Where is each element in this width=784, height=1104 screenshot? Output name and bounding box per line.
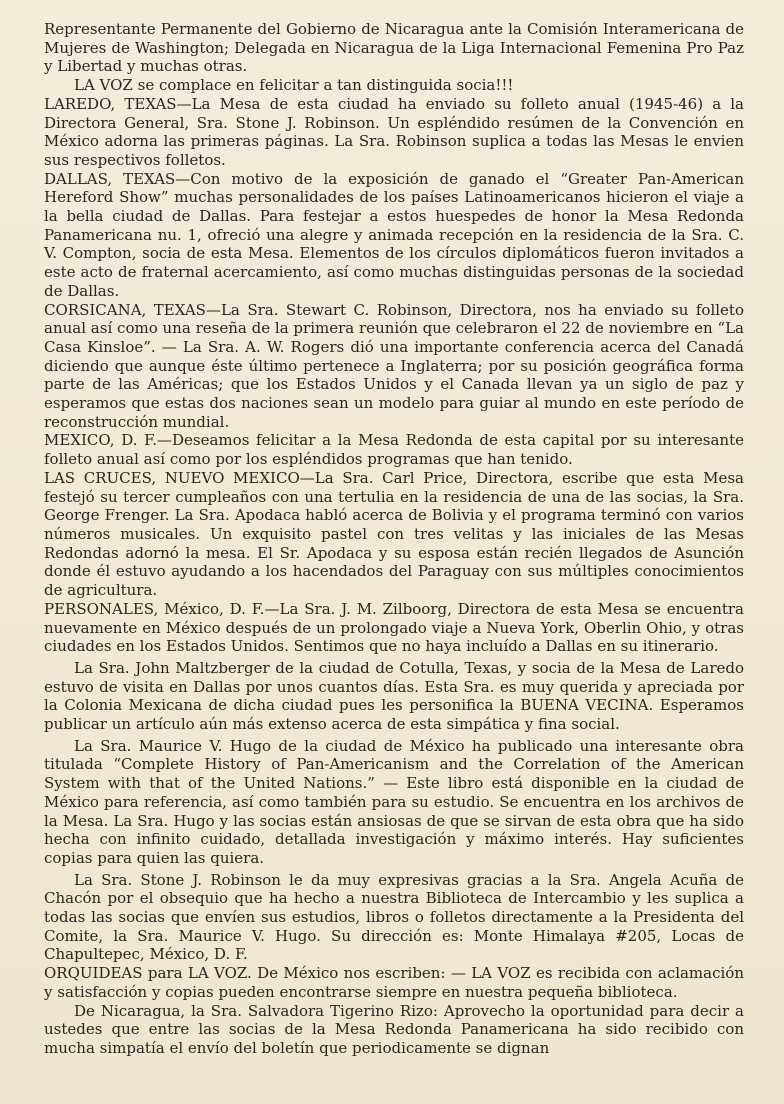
paragraph-corsicana-texas: CORSICANA, TEXAS—La Sra. Stewart C. Robinson, Directora, nos ha enviado su folleto anual así como una reseña de la primera reunión que celebraron el 22 de noviembre en “La Casa Kinsloe”. — La Sra. A. W. Rogers dió una importante conferencia acerca del Canadá diciendo que aunque éste último pertenece a Inglaterra; por su posición geográfica forma parte de las Américas; que los Estados Unidos y el Canada llevan ya un siglo de paz y esperamos que estas dos naciones sean un modelo para guiar al mundo en este período de reconstrucción mundial. bbox=[44, 300, 744, 431]
paragraph-laredo-texas: LAREDO, TEXAS—La Mesa de esta ciudad ha enviado su folleto anual (1945-46) a la Directora General, Sra. Stone J. Robinson. Un espléndido resúmen de la Convención en México adorna las primeras páginas. La Sra. Robinson suplica a todas las Mesas le envien sus respectivos folletos. bbox=[44, 94, 744, 169]
paragraph-las-cruces: LAS CRUCES, NUEVO MEXICO—La Sra. Carl Price, Directora, escribe que esta Mesa festejó su tercer cumpleaños con una tertulia en la residencia de una de las socias, la Sra. George Frenger. La Sra. Apodaca habló acerca de Bolivia y el programa terminó con varios números musicales. Un exquisito pastel con tres velitas y las iniciales de las Mesas Redondas adornó la mesa. El Sr. Apodaca y su esposa están recién llegados de Asunción donde él estuvo ayudando a los hacendados del Paraguay con sus múltiples conocimientos de agricultura. bbox=[44, 468, 744, 600]
paragraph-la-voz-congratulations: LA VOZ se complace en felicitar a tan distinguida socia!!! bbox=[74, 76, 514, 95]
paragraph-hugo-book: La Sra. Maurice V. Hugo de la ciudad de México ha publicado una interesante obra titulada “Complete History of Pan-Americanism and the Correlation of the American System with that of the United Nations.” — Este libro está disponible en la ciudad de México para referencia, así como también para su estudio. Se encuentra en los archivos de la Mesa. La Sra. Hugo y las socias están ansiosas de que se sirvan de esta obra que ha sido hecha con infinito cuidado, detallada investigación y máximo interés. Hay suficientes copias para quien las quiera. bbox=[44, 736, 744, 867]
paragraph-mexico-df: MEXICO, D. F.—Deseamos felicitar a la Mesa Redonda de esta capital por su interesante folleto anual así como por los espléndidos programas que han tenido. bbox=[44, 431, 744, 469]
paragraph-robinson-thanks: La Sra. Stone J. Robinson le da muy expresivas gracias a la Sra. Angela Acuña de Chacón por el obsequio que ha hecho a nuestra Biblioteca de Intercambio y les suplica a todas las socias que envíen sus estudios, libros o folletos directamente a la Presidenta del Comite, la Sra. Maurice V. Hugo. Su dirección es: Monte Himalaya #205, Locas de Chapultepec, México, D. F. bbox=[44, 870, 744, 964]
paragraph-nicaragua-letter: De Nicaragua, la Sra. Salvadora Tigerino Rizo: Aprovecho la oportunidad para decir a ustedes que entre las socias de la Mesa Redonda Panamericana ha sido recibido con mucha simpatía el envío del boletín que periodicamente se dignan bbox=[44, 1001, 744, 1057]
paragraph-maltzberger: La Sra. John Maltzberger de la ciudad de Cotulla, Texas, y socia de la Mesa de Laredo estuvo de visita en Dallas por unos cuantos días. Esta Sra. es muy querida y apreciada por la Colonia Mexicana de dicha ciudad pues les personifica la BUENA VECINA. Esperamos publicar un artículo aún más extenso acerca de esta simpática y fina social. bbox=[44, 658, 744, 734]
paragraph-nicaragua-credentials: Representante Permanente del Gobierno de Nicaragua ante la Comisión Interamericana de Mujeres de Washington; Delegada en Nicaragua de la Liga Internacional Femenina Pro Paz y Libertad y muchas otras. bbox=[44, 20, 744, 76]
paragraph-orquideas: ORQUIDEAS para LA VOZ. De México nos escriben: — LA VOZ es recibida con aclamación y satisfacción y copias pueden encontrarse siempre en nuestra pequeña biblioteca. bbox=[44, 964, 744, 1001]
paragraph-personales: PERSONALES, México, D. F.—La Sra. J. M. Zilboorg, Directora de esta Mesa se encuentra nuevamente en México después de un prolongado viaje a Nueva York, Oberlin Ohio, y otras ciudades en los Estados Unidos. Sentimos que no haya incluído a Dallas en su itinerario. bbox=[44, 599, 744, 656]
paragraph-dallas-texas: DALLAS, TEXAS—Con motivo de la exposición de ganado el “Greater Pan-American Hereford Show” muchas personalidades de los países Latinoamericanos hicieron el viaje a la bella ciudad de Dallas. Para festejar a estos huespedes de honor la Mesa Redonda Panamericana nu. 1, ofreció una alegre y animada recepción en la residencia de la Sra. C. V. Compton, socia de esta Mesa. Elementos de los círculos diplomáticos fueron invitados a este acto de fraternal acercamiento, así como muchas distinguidas personas de la sociedad de Dallas. bbox=[44, 169, 744, 300]
